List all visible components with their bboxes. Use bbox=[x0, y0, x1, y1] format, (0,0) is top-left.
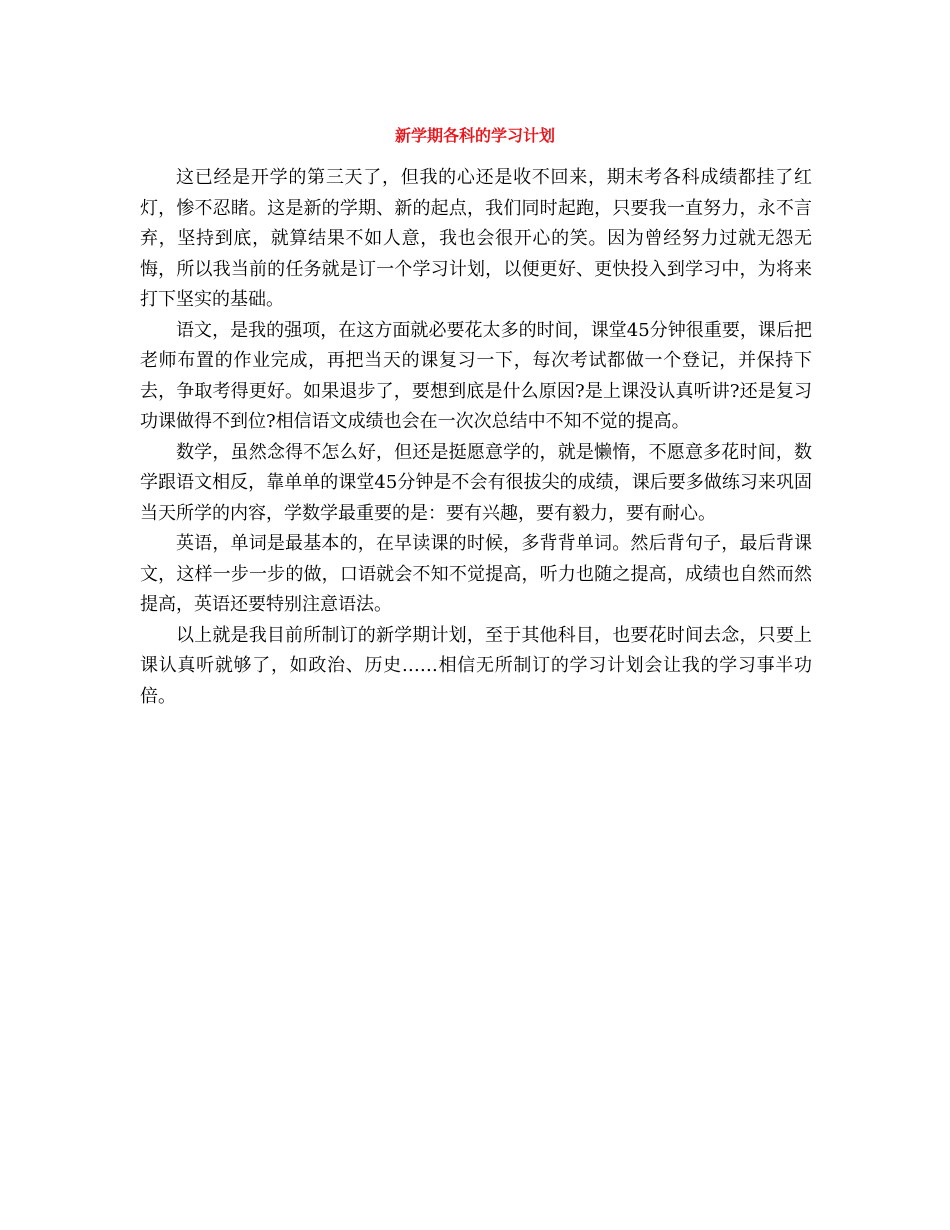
paragraph-chinese: 语文，是我的强项，在这方面就必要花太多的时间，课堂45分钟很重要，课后把老师布置的作业完成，再把当天的课复习一下，每次考试都做一个登记，并保持下去，争取考得更好。如果退步了，要想到底是什么原因?是上课没认真听讲?还是复习功课做得不到位?相信语文成绩也会在一次次总结中不知不觉的提高。 bbox=[140, 319, 812, 432]
paragraph-math: 数学，虽然念得不怎么好，但还是挺愿意学的，就是懒惰，不愿意多花时间，数学跟语文相反，靠单单的课堂45分钟是不会有很拔尖的成绩，课后要多做练习来巩固当天所学的内容，学数学最重要的是：要有兴趣，要有毅力，要有耐心。 bbox=[140, 441, 812, 524]
paragraph-english: 英语，单词是最基本的，在早读课的时候，多背背单词。然后背句子，最后背课文，这样一步一步的做，口语就会不知不觉提高，听力也随之提高，成绩也自然而然提高，英语还要特别注意语法。 bbox=[140, 533, 812, 615]
paragraph-intro: 这已经是开学的第三天了，但我的心还是收不回来，期末考各科成绩都挂了红灯，惨不忍睹。这是新的学期、新的起点，我们同时起跑，只要我一直努力，永不言弃，坚持到底，就算结果不如人意，我也会很开心的笑。因为曾经努力过就无怨无悔，所以我当前的任务就是订一个学习计划，以便更好、更快投入到学习中，为将来打下坚实的基础。 bbox=[140, 167, 812, 310]
document-body bbox=[140, 163, 812, 712]
document-title: 新学期各科的学习计划 bbox=[394, 126, 555, 145]
paragraph-conclusion: 以上就是我目前所制订的新学期计划，至于其他科目，也要花时间去念，只要上课认真听就够了，如政治、历史……相信无所制订的学习计划会让我的学习事半功倍。 bbox=[140, 624, 812, 707]
